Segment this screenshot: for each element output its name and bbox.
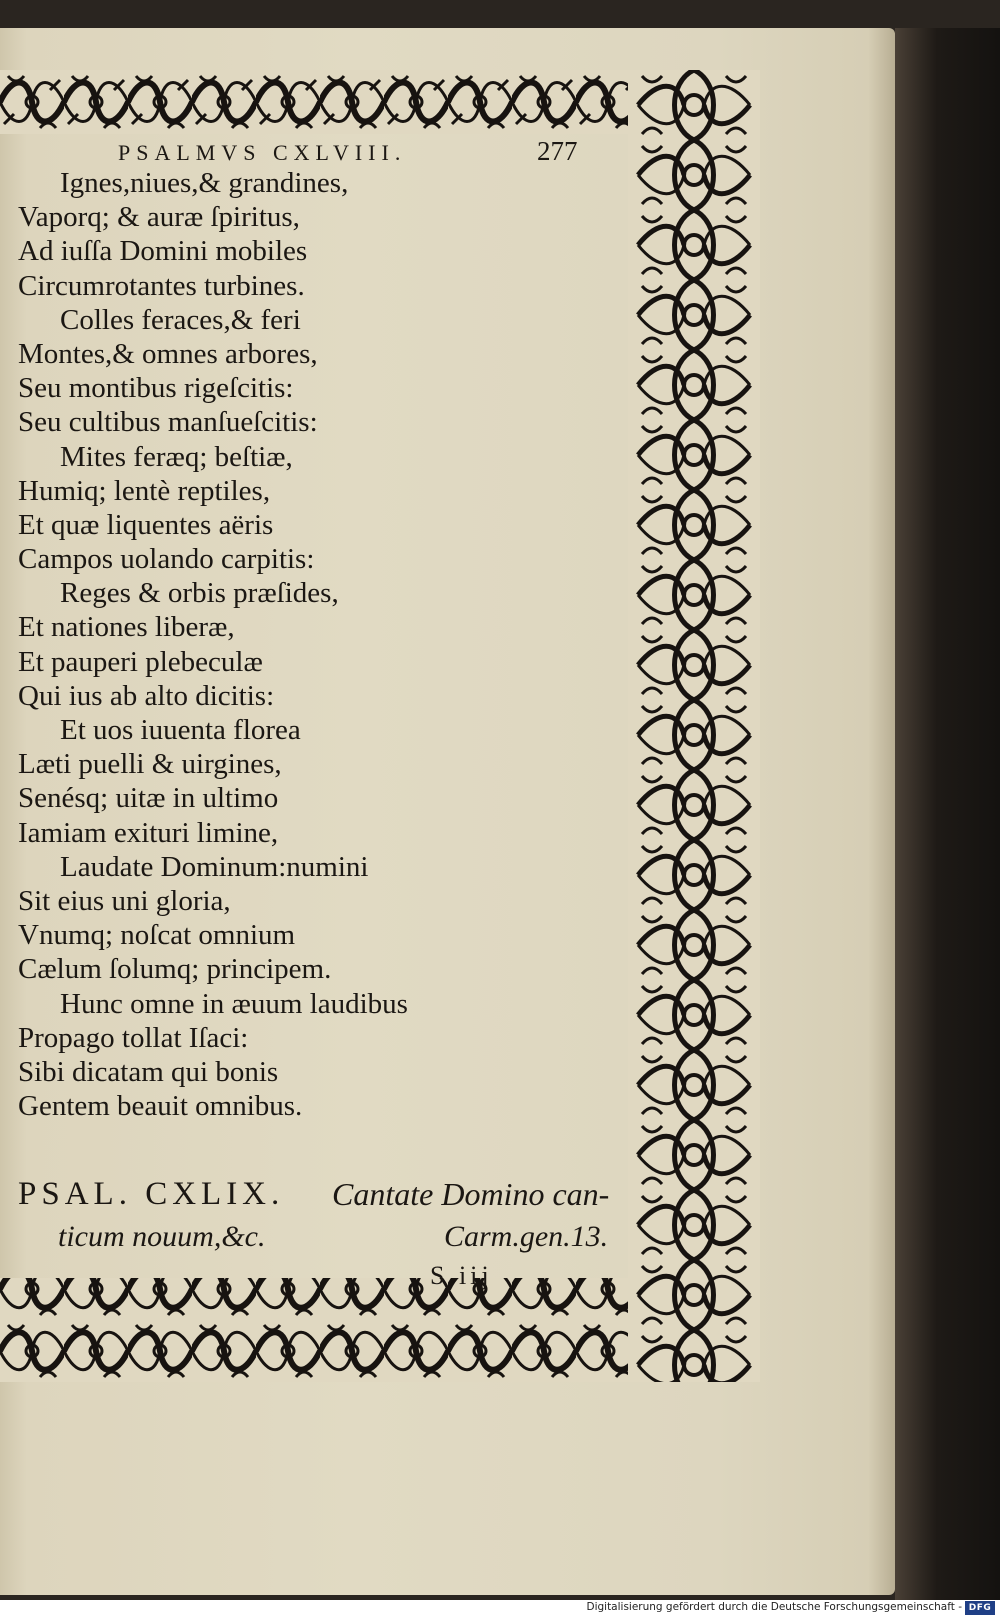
verse-line: Seu montibus rigeſcitis: [18, 372, 294, 405]
running-head: PSALMVS CXLVIII. [118, 140, 407, 165]
verse-line: Sibi dicatam qui bonis [18, 1055, 279, 1088]
psalm-incipit: Cantate Domino can- [332, 1176, 610, 1212]
psalm-tune-reference: Carm.gen.13. [444, 1220, 609, 1253]
verse-line: Campos uolando carpitis: [18, 543, 315, 576]
dfg-logo: DFG [965, 1601, 995, 1615]
verse-line: Vaporq; & auræ ſpiritus, [18, 201, 300, 234]
verse-line: Vnumq; noſcat omnium [18, 919, 296, 952]
verse-line: Gentem beauit omnibus. [18, 1090, 303, 1123]
verse-line: Colles feraces,& feri [60, 303, 301, 336]
verse-line: Qui ius ab alto dicitis: [18, 679, 275, 712]
verse-line: Senésq; uitæ in ultimo [18, 782, 279, 815]
psalm-text-block [18, 166, 638, 1123]
verse-line: Læti puelli & uirgines, [18, 748, 282, 781]
digitization-credit: Digitalisierung gefördert durch die Deutsche Forschungsgemeinschaft - [586, 1601, 962, 1613]
signature-mark: S iij [430, 1261, 493, 1290]
verse-line: Ignes,niues,& grandines, [60, 167, 349, 199]
verse-line: Seu cultibus manſueſcitis: [18, 406, 318, 439]
verse-line: Ad iuſſa Domini mobiles [18, 235, 308, 268]
verse-line: Circumrotantes turbines. [18, 269, 305, 302]
verse-line: Hunc omne in æuum laudibus [60, 987, 408, 1020]
verse-line: Montes,& omnes arbores, [18, 337, 318, 370]
verse-line: Iamiam exituri limine, [18, 816, 279, 849]
verse-line: Propago tollat Iſaci: [18, 1021, 249, 1054]
verse-line: Cælum ſolumq; principem. [18, 953, 332, 986]
psalm-incipit-continued: ticum nouum,&c. [58, 1220, 266, 1253]
verse-line: Et pauperi plebeculæ [18, 645, 263, 678]
verse-line: Et uos iuuenta florea [60, 714, 301, 746]
book-edge-shadow [895, 28, 1000, 1600]
page-number: 277 [537, 136, 578, 166]
verse-line: Mites feræq; beſtiæ, [60, 440, 293, 473]
verse-line: Sit eius uni gloria, [18, 884, 231, 917]
right-ornament-border [628, 70, 760, 1382]
verse-line: Et quæ liquentes aëris [18, 508, 274, 541]
verse-line: Et nationes liberæ, [18, 611, 235, 644]
verse-line: Laudate Dominum:numini [60, 850, 369, 883]
verse-line: Humiq; lentè reptiles, [18, 474, 271, 507]
psalm-heading: PSAL. CXLIX. [18, 1176, 285, 1212]
verse-line: Reges & orbis præſides, [60, 577, 339, 610]
